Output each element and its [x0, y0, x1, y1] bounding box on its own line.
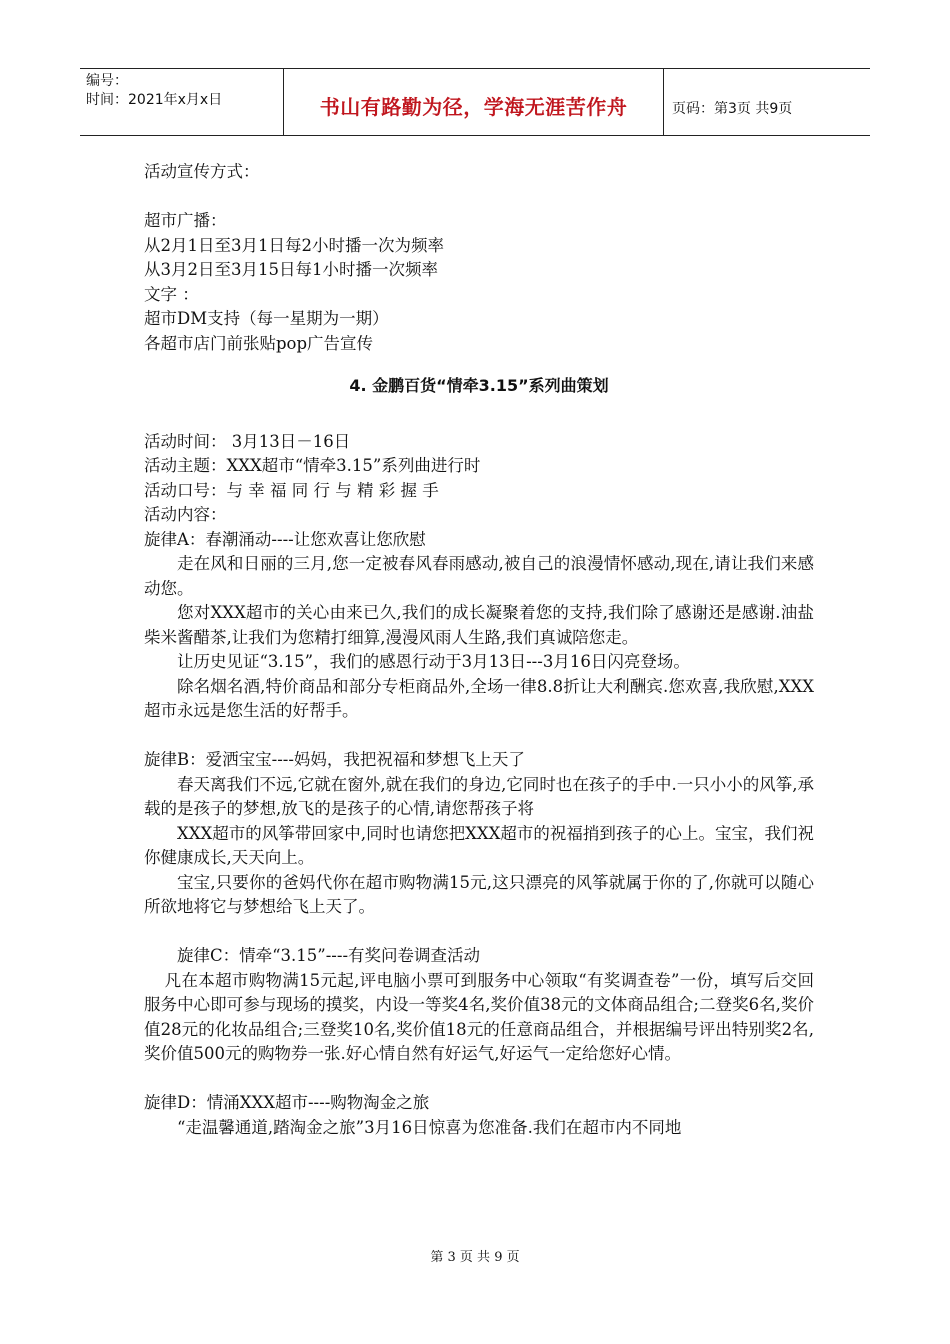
date-label: 时间：2021年x月x日	[86, 92, 223, 108]
melody-b-title: 旋律B：爱洒宝宝----妈妈，我把祝福和梦想飞上天了	[144, 750, 525, 769]
activity-time: 活动时间： 3月13日－16日	[144, 431, 351, 451]
broadcast-title: 超市广播：	[144, 211, 227, 230]
melody-c-title: 旋律C：情牵“3.15”----有奖问卷调查活动	[177, 946, 481, 965]
header-meta	[80, 69, 284, 135]
document-body	[144, 160, 814, 1140]
melody-d-title: 旋律D：情涌XXX超市----购物淘金之旅	[144, 1093, 430, 1112]
melody-b-paragraph-3: 宝宝,只要你的爸妈代你在超市购物满15元,这只漂亮的风筝就属于你的了,你就可以随心所欲地将它与梦想给飞上天了。	[144, 872, 814, 916]
header-motto: 书山有路勤为径，学海无涯苦作舟	[284, 69, 664, 135]
section-heading: 4. 金鹏百货“情牵3.15”系列曲策划	[349, 376, 609, 395]
page-footer: 第 3 页 共 9 页	[430, 1250, 520, 1265]
melody-a-paragraph-1: 走在风和日丽的三月,您一定被春风春雨感动,被自己的浪漫情怀感动,现在,请让我们来感动您。	[144, 554, 814, 598]
activity-content-label: 活动内容：	[144, 505, 227, 524]
melody-b-paragraph-2: XXX超市的风筝带回家中,同时也请您把XXX超市的祝福捎到孩子的心上。宝宝，我们祝你健康成长,天天向上。	[144, 823, 814, 867]
dm-line: 超市DM支持（每一星期为一期）	[144, 309, 389, 328]
activity-slogan: 活动口号：与 幸 福 同 行 与 精 彩 握 手	[144, 480, 439, 500]
broadcast-line-2: 从3月2日至3月15日每1小时播一次频率	[144, 260, 438, 279]
melody-a-paragraph-2: 您对XXX超市的关心由来已久,我们的成长凝聚着您的支持,我们除了感谢还是感谢.油盐柴米酱醋茶,让我们为您精打细算,漫漫风雨人生路,我们真诚陪您走。	[144, 603, 814, 647]
text-label: 文字 ：	[144, 284, 199, 304]
promo-title: 活动宣传方式：	[144, 162, 260, 181]
melody-a-title: 旋律A：春潮涌动----让您欢喜让您欣慰	[144, 529, 426, 549]
pop-line: 各超市店门前张贴pop广告宣传	[144, 333, 374, 353]
melody-a-paragraph-4: 除名烟名酒,特价商品和部分专柜商品外,全场一律8.8折让大利酬宾.您欢喜,我欣慰,XXX超市永远是您生活的好帮手。	[144, 676, 814, 720]
page-header	[80, 68, 870, 136]
header-page-info: 页码：第3页 共9页	[672, 101, 793, 117]
melody-b-paragraph-1: 春天离我们不远,它就在窗外,就在我们的身边,它同时也在孩子的手中.一只小小的风筝,承载的是孩子的梦想,放飞的是孩子的心情,请您帮孩子将	[144, 774, 814, 818]
activity-theme: 活动主题：XXX超市“情牵3.15”系列曲进行时	[144, 456, 481, 475]
broadcast-line-1: 从2月1日至3月1日每2小时播一次为频率	[144, 235, 444, 255]
melody-c-paragraph-1: 凡在本超市购物满15元起,评电脑小票可到服务中心领取“有奖调查卷”一份，填写后交回服务中心即可参与现场的摸奖，内设一等奖4名,奖价值38元的文体商品组合;二登奖6名,奖价值28元的化妆品组合;三登奖10名,奖价值18元的任意商品组合，并根据编号评出特别奖2名,奖价值500元的购物券一张.好心情自然有好运气,好运气一定给您好心情。	[144, 970, 814, 1063]
melody-a-paragraph-3: 让历史见证“3.15”，我们的感恩行动于3月13日---3月16日闪亮登场。	[177, 652, 690, 671]
number-label: 编号：	[86, 73, 128, 89]
melody-d-paragraph-1: “走温馨通道,踏淘金之旅”3月16日惊喜为您准备.我们在超市内不同地	[177, 1117, 682, 1137]
